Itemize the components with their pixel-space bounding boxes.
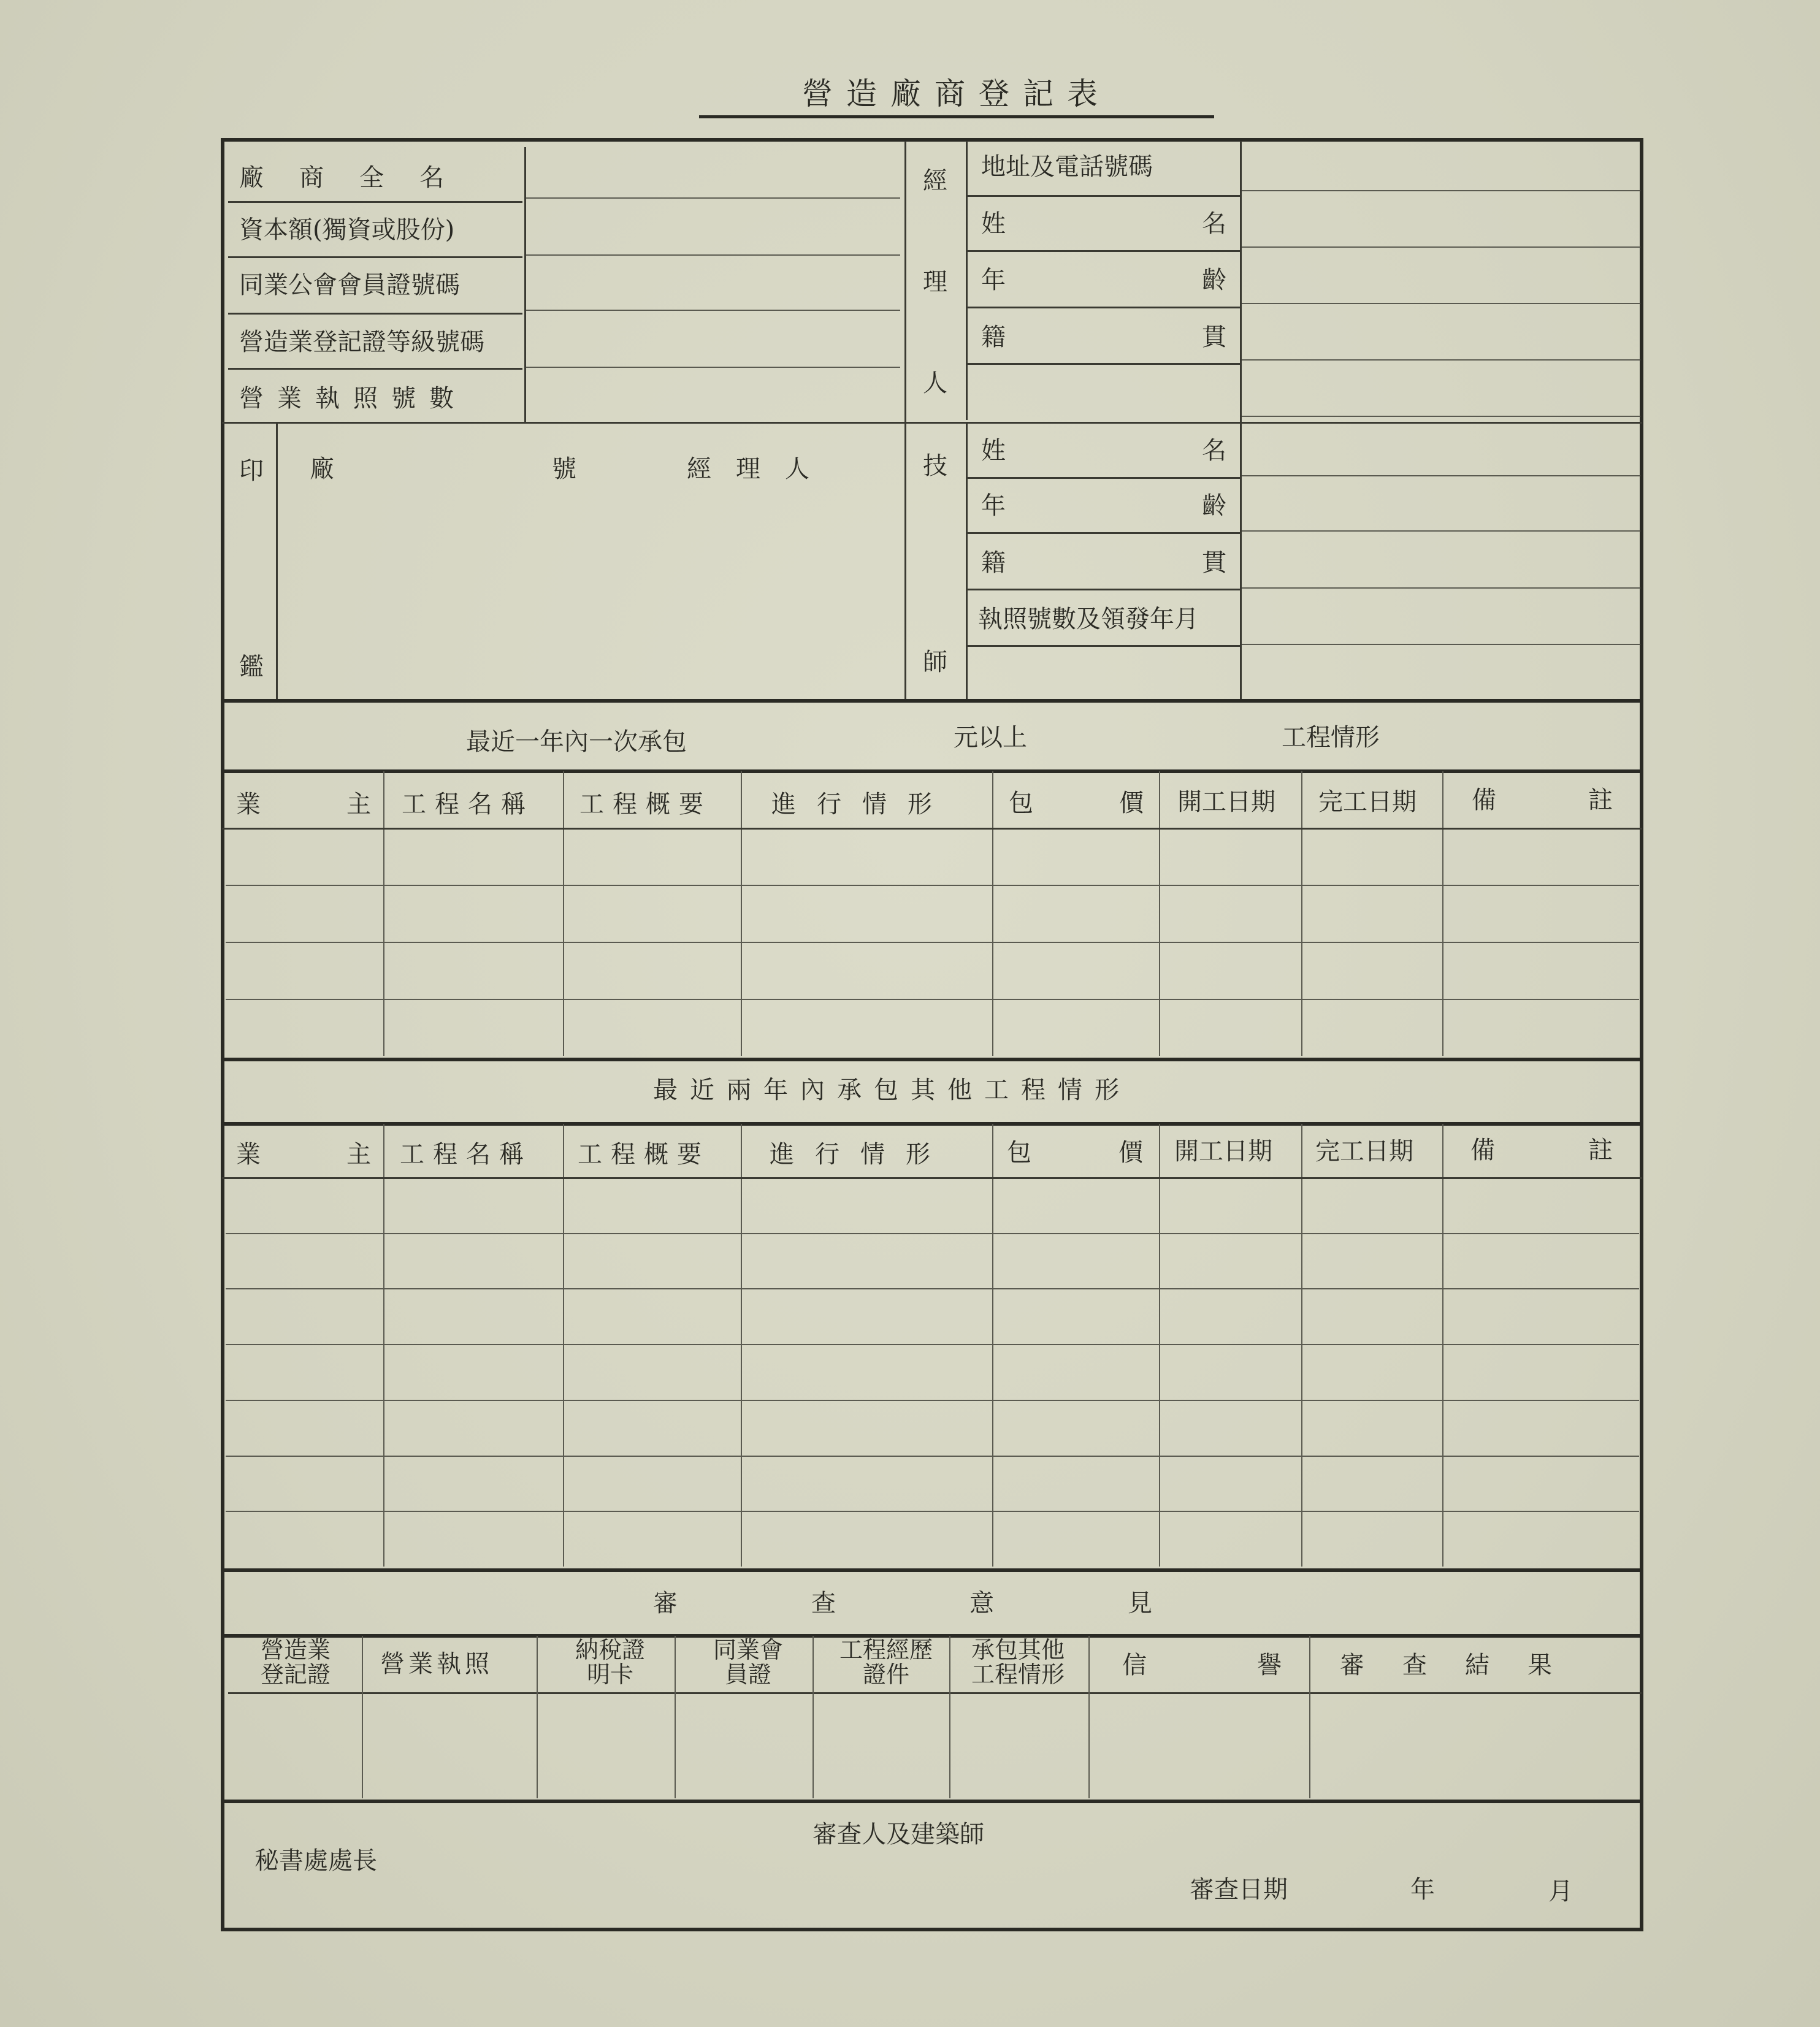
value-line xyxy=(1242,644,1640,645)
value-line xyxy=(526,254,900,256)
seal-label-top: 印 xyxy=(239,457,264,485)
row-line xyxy=(228,256,522,258)
col-remark-2: 備 註 xyxy=(1470,1136,1613,1164)
grid-header-line xyxy=(222,828,1642,830)
row-line xyxy=(968,195,1240,197)
review-col-1: 營造業 登記證 xyxy=(260,1636,331,1688)
grid-col-line xyxy=(1442,1124,1443,1567)
manager-divider xyxy=(966,141,968,420)
footer-secretary: 秘書處處長 xyxy=(254,1847,377,1875)
footer-month: 月 xyxy=(1548,1877,1573,1906)
row-line xyxy=(968,363,1240,365)
manager-label-1: 經 xyxy=(923,167,947,195)
col-line xyxy=(537,1636,538,1798)
row-line xyxy=(228,368,522,370)
grid-col-line xyxy=(992,1124,993,1567)
grid-header-line xyxy=(222,1177,1642,1179)
seal-number: 號 xyxy=(552,455,576,483)
footer-reviewer: 審查人及建築師 xyxy=(812,1820,984,1849)
col-price-1: 包 價 xyxy=(1009,789,1144,817)
manager-label-2: 理 xyxy=(923,268,947,296)
grid-row-line xyxy=(226,1288,1639,1289)
seal-factory: 廠 xyxy=(310,455,334,483)
row-line xyxy=(968,250,1240,252)
manager-age-label: 年 齡 xyxy=(981,266,1226,294)
seal-divider xyxy=(276,423,278,699)
grid-col-line xyxy=(563,771,564,1056)
row-line xyxy=(968,645,1240,647)
col-line xyxy=(1088,1636,1090,1798)
value-line xyxy=(526,310,900,311)
grid-col-line xyxy=(992,771,993,1056)
grid-col-line xyxy=(383,1124,384,1567)
engineer-name-label: 姓 名 xyxy=(981,437,1226,465)
review-col-3: 納稅證 明卡 xyxy=(575,1636,645,1688)
engineer-license-label: 執照號數及領發年月 xyxy=(978,605,1199,633)
grid-col-line xyxy=(741,1124,742,1567)
col-line xyxy=(362,1636,363,1798)
manager-address-label: 地址及電話號碼 xyxy=(981,153,1153,181)
value-divider xyxy=(1240,141,1242,699)
grid-row-line xyxy=(226,1400,1639,1401)
guild-no-label: 同業公會會員證號碼 xyxy=(239,271,460,299)
grid-col-line xyxy=(1301,771,1302,1056)
section-line xyxy=(222,699,1642,703)
section-line xyxy=(222,1568,1642,1572)
col-line xyxy=(675,1636,676,1798)
value-line xyxy=(1242,587,1640,589)
grid-col-line xyxy=(563,1124,564,1567)
grid-col-line xyxy=(1159,1124,1160,1567)
form-title: 營造廠商登記表 xyxy=(699,72,1214,118)
grid-col-line xyxy=(1159,771,1160,1056)
review-col-6: 承包其他 工程情形 xyxy=(971,1636,1065,1688)
col-remark-1: 備 註 xyxy=(1472,786,1613,814)
col-progress-2: 進行情形 xyxy=(770,1140,951,1169)
section1-part-b: 元以上 xyxy=(954,723,1027,752)
engineer-label-top: 技 xyxy=(923,452,947,480)
engineer-age-label: 年 齡 xyxy=(981,492,1226,520)
section1-part-c: 工程情形 xyxy=(1282,723,1380,752)
footer-year: 年 xyxy=(1410,1876,1435,1904)
license-no-label: 營業執照號數 xyxy=(239,384,467,413)
row-line xyxy=(228,1692,1642,1694)
row-line xyxy=(228,313,522,315)
reg-grade-label: 營造業登記證等級號碼 xyxy=(239,328,484,356)
row-line xyxy=(968,307,1240,308)
review-title: 審查意見 xyxy=(653,1589,1286,1617)
value-line xyxy=(1242,530,1640,532)
row-line xyxy=(968,589,1240,590)
row-line xyxy=(968,477,1240,479)
col-start-date-2: 開工日期 xyxy=(1174,1137,1272,1166)
col-owner-2: 業 主 xyxy=(236,1140,371,1169)
col-price-2: 包 價 xyxy=(1007,1139,1143,1167)
grid-row-line xyxy=(226,1344,1639,1345)
review-col-8: 審查結果 xyxy=(1340,1651,1590,1679)
footer-review-date: 審查日期 xyxy=(1190,1876,1288,1904)
grid-row-line xyxy=(226,1511,1639,1512)
section2-title: 最近兩年內承包其他工程情形 xyxy=(653,1076,1131,1104)
col-line xyxy=(1309,1636,1310,1798)
grid-row-line xyxy=(226,1233,1639,1234)
value-line xyxy=(1242,246,1640,248)
seal-manager: 經理人 xyxy=(687,455,834,483)
engineer-label-bottom: 師 xyxy=(923,648,947,676)
section1-part-a: 最近一年內一次承包 xyxy=(466,728,687,756)
col-project-name-1: 工程名稱 xyxy=(402,790,534,819)
capital-label: 資本額(獨資或股份) xyxy=(239,216,455,244)
col-project-summary-2: 工程概要 xyxy=(578,1140,710,1169)
manager-origin-label: 籍 貫 xyxy=(981,323,1226,351)
review-col-5: 工程經歷 證件 xyxy=(839,1636,933,1688)
col-line xyxy=(812,1636,814,1798)
seal-label-bottom: 鑑 xyxy=(239,653,264,681)
col-progress-1: 進行情形 xyxy=(771,790,953,819)
grid-col-line xyxy=(383,771,384,1056)
grid-row-line xyxy=(226,885,1639,886)
middle-divider xyxy=(904,141,906,699)
value-line xyxy=(1242,416,1640,417)
value-line xyxy=(526,197,900,199)
col-project-summary-1: 工程概要 xyxy=(579,790,712,819)
review-col-7: 信譽 xyxy=(1122,1651,1392,1679)
col-start-date-1: 開工日期 xyxy=(1177,788,1275,816)
value-line xyxy=(1242,359,1640,361)
manager-name-label: 姓 名 xyxy=(981,210,1226,238)
value-line xyxy=(1242,303,1640,304)
company-label-divider xyxy=(524,147,526,423)
row-line xyxy=(228,201,522,203)
grid-col-line xyxy=(1442,771,1443,1056)
review-col-2: 營業執照 xyxy=(380,1650,493,1678)
grid-col-line xyxy=(1301,1124,1302,1567)
value-line xyxy=(526,367,900,368)
company-full-name-label: 廠商全名 xyxy=(239,164,480,192)
row-line xyxy=(968,532,1240,534)
col-owner-1: 業 主 xyxy=(236,790,371,819)
section-line xyxy=(222,1058,1642,1061)
value-line xyxy=(1242,475,1640,476)
section-line xyxy=(222,1122,1642,1126)
engineer-origin-label: 籍 貫 xyxy=(981,549,1226,577)
col-line xyxy=(949,1636,950,1798)
engineer-divider xyxy=(966,423,968,699)
section-line xyxy=(222,769,1642,773)
value-line xyxy=(1242,190,1640,191)
section-line xyxy=(222,422,1642,424)
section-line xyxy=(222,1800,1642,1803)
grid-col-line xyxy=(741,771,742,1056)
grid-row-line xyxy=(226,999,1639,1000)
grid-row-line xyxy=(226,942,1639,943)
grid-row-line xyxy=(226,1456,1639,1457)
review-col-4: 同業會 員證 xyxy=(713,1636,783,1688)
col-end-date-2: 完工日期 xyxy=(1315,1137,1413,1166)
col-end-date-1: 完工日期 xyxy=(1318,788,1417,816)
col-project-name-2: 工程名稱 xyxy=(400,1140,532,1169)
manager-label-3: 人 xyxy=(923,369,947,397)
